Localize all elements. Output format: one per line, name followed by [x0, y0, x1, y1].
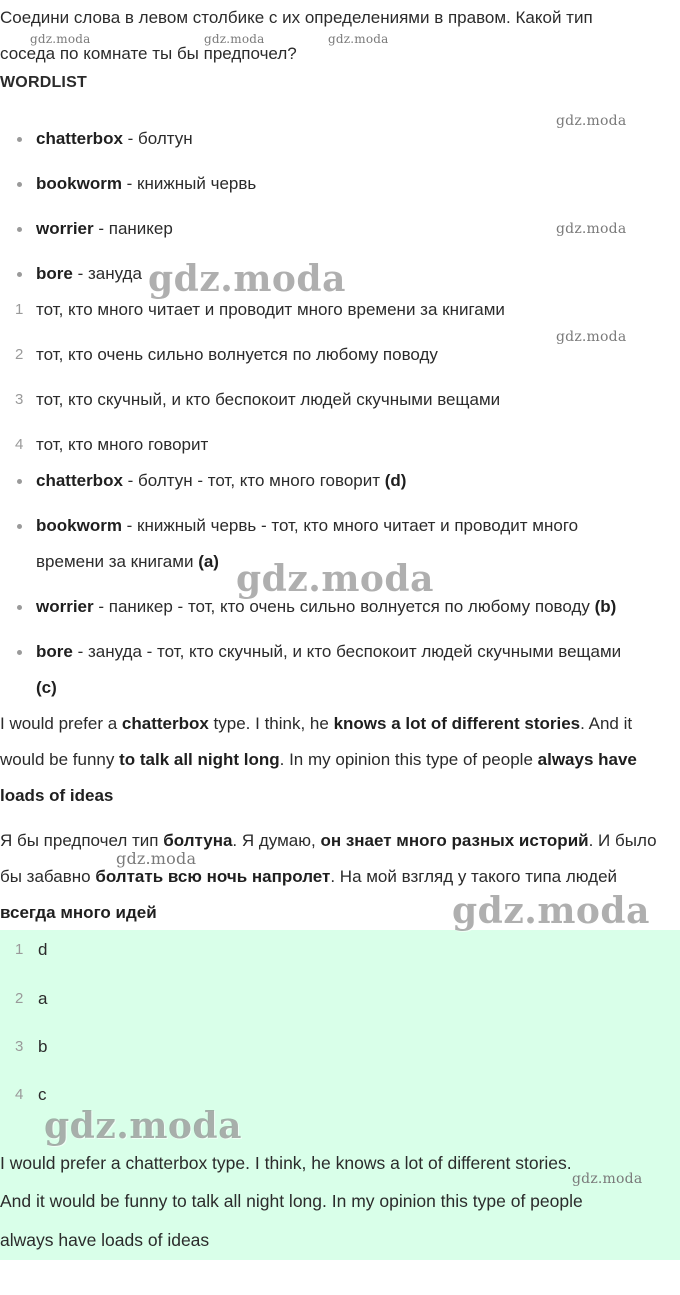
watermark-logo: gdz.moda: [116, 849, 197, 868]
word: chatterbox: [36, 129, 123, 148]
item-number: 3: [15, 391, 24, 408]
bullet-icon: [17, 650, 22, 655]
item-number: 2: [15, 346, 24, 363]
item-number: 2: [15, 990, 24, 1007]
item-number: 3: [15, 1038, 24, 1055]
word: bore: [36, 264, 73, 283]
bullet-icon: [17, 524, 22, 529]
paragraph-line: loads of ideas: [0, 786, 114, 805]
intro-line-2: соседа по комнате ты бы предпочел?: [0, 44, 297, 63]
answer-text-line: And it would be funny to talk all night long. In my opinion this type of people: [0, 1191, 583, 1211]
watermark-logo: gdz.moda: [556, 113, 627, 129]
watermark-logo: gdz.moda: [572, 1171, 643, 1187]
word: worrier: [36, 219, 94, 238]
watermark-logo: gdz.moda: [556, 329, 627, 345]
item-number: 4: [15, 1086, 24, 1103]
bullet-icon: [17, 272, 22, 277]
paragraph-line: Я бы предпочел тип болтуна. Я думаю, он знает много разных историй. И было: [0, 831, 657, 850]
paragraph-line: I would prefer a chatterbox type. I think, he knows a lot of different stories. And it: [0, 714, 633, 733]
bullet-icon: [17, 182, 22, 187]
definition-text: тот, кто много читает и проводит много времени за книгами: [36, 300, 505, 319]
word: bore: [36, 642, 73, 661]
intro-line-1: Соедини слова в левом столбике с их определениями в правом. Какой тип: [0, 8, 593, 27]
bullet-icon: [17, 605, 22, 610]
match-text: - зануда - тот, кто скучный, и кто беспокоит людей скучными вещами: [72, 642, 622, 661]
word: chatterbox: [36, 471, 123, 490]
paragraph-line: всегда много идей: [0, 903, 157, 922]
definition-text: тот, кто много говорит: [36, 435, 209, 454]
translation: - зануда: [72, 264, 142, 283]
match-text: - болтун - тот, кто много говорит: [122, 471, 385, 490]
definition-text: тот, кто скучный, и кто беспокоит людей скучными вещами: [36, 390, 501, 409]
watermark-logo: gdz.moda: [556, 221, 627, 237]
paragraph-line: would be funny to talk all night long. In my opinion this type of people always have: [0, 750, 637, 769]
match-text: - книжный червь - тот, кто много читает и проводит много: [121, 516, 579, 535]
match-letter: (b): [594, 597, 617, 616]
bullet-icon: [17, 137, 22, 142]
item-number: 4: [15, 436, 24, 453]
watermark-logo: gdz.moda: [204, 32, 265, 46]
match-text: времени за книгами: [36, 552, 199, 571]
watermark-logo: gdz.moda: [30, 32, 91, 46]
answer-text-line: always have loads of ideas: [0, 1230, 210, 1250]
wordlist-heading: WORDLIST: [0, 74, 87, 91]
watermark-logo-large: gdz.moda: [44, 1105, 242, 1147]
answer-box: [0, 930, 680, 1260]
watermark-logo-large: gdz.moda: [236, 558, 434, 600]
match-letter: (c): [36, 678, 57, 697]
bullet-icon: [17, 227, 22, 232]
answer-value: b: [38, 1037, 48, 1056]
translation: - паникер: [93, 219, 173, 238]
word: bookworm: [36, 516, 122, 535]
item-number: 1: [15, 301, 24, 318]
match-letter: (a): [198, 552, 219, 571]
paragraph-line: бы забавно болтать всю ночь напролет. На мой взгляд у такого типа людей: [0, 867, 618, 886]
answer-value: c: [38, 1085, 47, 1104]
watermark-logo: gdz.moda: [328, 32, 389, 46]
answer-value: a: [38, 989, 48, 1008]
definition-text: тот, кто очень сильно волнуется по любому поводу: [36, 345, 438, 364]
watermark-logo-large: gdz.moda: [148, 258, 346, 300]
word: bookworm: [36, 174, 122, 193]
bullet-icon: [17, 479, 22, 484]
match-letter: (d): [384, 471, 407, 490]
item-number: 1: [15, 941, 24, 958]
match-text: - паникер - тот, кто очень сильно волнуется по любому поводу: [93, 597, 595, 616]
translation: - болтун: [122, 129, 193, 148]
translation: - книжный червь: [121, 174, 257, 193]
answer-value: d: [38, 940, 48, 959]
word: worrier: [36, 597, 94, 616]
watermark-logo-large: gdz.moda: [452, 890, 650, 932]
answer-text-line: I would prefer a chatterbox type. I think, he knows a lot of different stories.: [0, 1153, 572, 1173]
